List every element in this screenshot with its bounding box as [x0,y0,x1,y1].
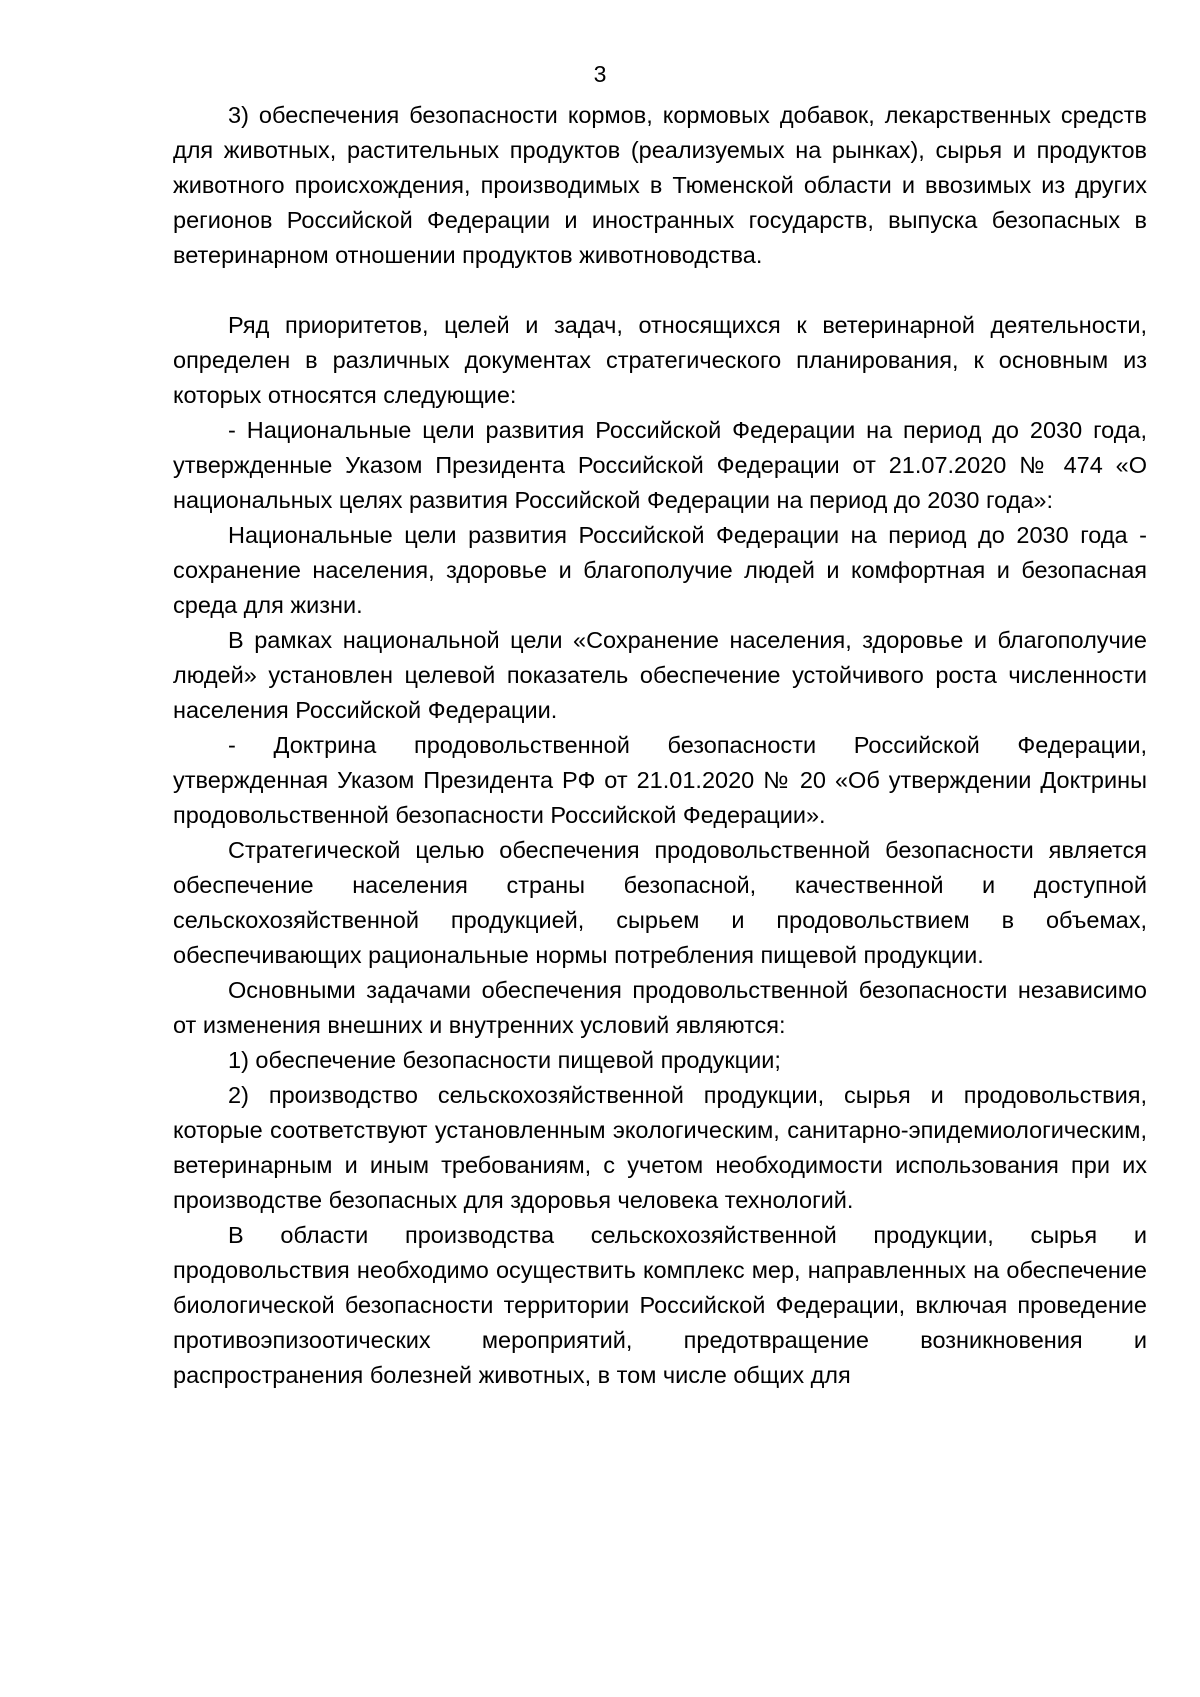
paragraph-strategic-goal: Стратегической целью обеспечения продовольственной безопасности является обеспечение населения страны безопасной, качественной и доступной сельскохозяйственной продукцией, сырьем и продовольствием в объемах, обеспечивающих рациональные нормы потребления пищевой продукции. [173,837,1147,968]
paragraph-task-1: 1) обеспечение безопасности пищевой продукции; [228,1047,781,1073]
paragraph-production-measures: В области производства сельскохозяйственной продукции, сырья и продовольствия необходимо осуществить комплекс мер, направленных на обеспечение биологической безопасности территории Российской Федерации, включая проведение противоэпизоотических мероприятий, предотвращение возникновения и распространения болезней животных, в том числе общих для [173,1222,1147,1388]
document-body [173,98,1147,1393]
paragraph-main-tasks: Основными задачами обеспечения продовольственной безопасности независимо от изменения внешних и внутренних условий являются: [173,977,1147,1038]
paragraph-national-goals: Национальные цели развития Российской Федерации на период до 2030 года - сохранение населения, здоровье и благополучие людей и комфортная и безопасная среда для жизни. [173,522,1147,618]
paragraph-national-goals-decree: - Национальные цели развития Российской Федерации на период до 2030 года, утвержденные Указом Президента Российской Федерации от 21.07.2020 № 474 «О национальных целях развития Российской Федерации на период до 2030 года»: [173,417,1147,513]
paragraph-food-security-doctrine: - Доктрина продовольственной безопасности Российской Федерации, утвержденная Указом Президента РФ от 21.01.2020 № 20 «Об утверждении Доктрины продовольственной безопасности Российской Федерации». [173,732,1147,828]
paragraph-feed-safety: 3) обеспечения безопасности кормов, кормовых добавок, лекарственных средств для животных, растительных продуктов (реализуемых на рынках), сырья и продуктов животного происхождения, производимых в Тюменской области и ввозимых из других регионов Российской Федерации и иностранных государств, выпуска безопасных в ветеринарном отношении продуктов животноводства. [173,102,1147,268]
paragraph-task-2: 2) производство сельскохозяйственной продукции, сырья и продовольствия, которые соответствуют установленным экологическим, санитарно-эпидемиологическим, ветеринарным и иным требованиям, с учетом необходимости использования при их производстве безопасных для здоровья человека технологий. [173,1082,1147,1213]
paragraph-priorities-intro: Ряд приоритетов, целей и задач, относящихся к ветеринарной деятельности, определен в различных документах стратегического планирования, к основным из которых относятся следующие: [173,312,1147,408]
page-number: 3 [593,61,607,87]
paragraph-population-goal: В рамках национальной цели «Сохранение населения, здоровье и благополучие людей» установлен целевой показатель обеспечение устойчивого роста численности населения Российской Федерации. [173,627,1147,723]
